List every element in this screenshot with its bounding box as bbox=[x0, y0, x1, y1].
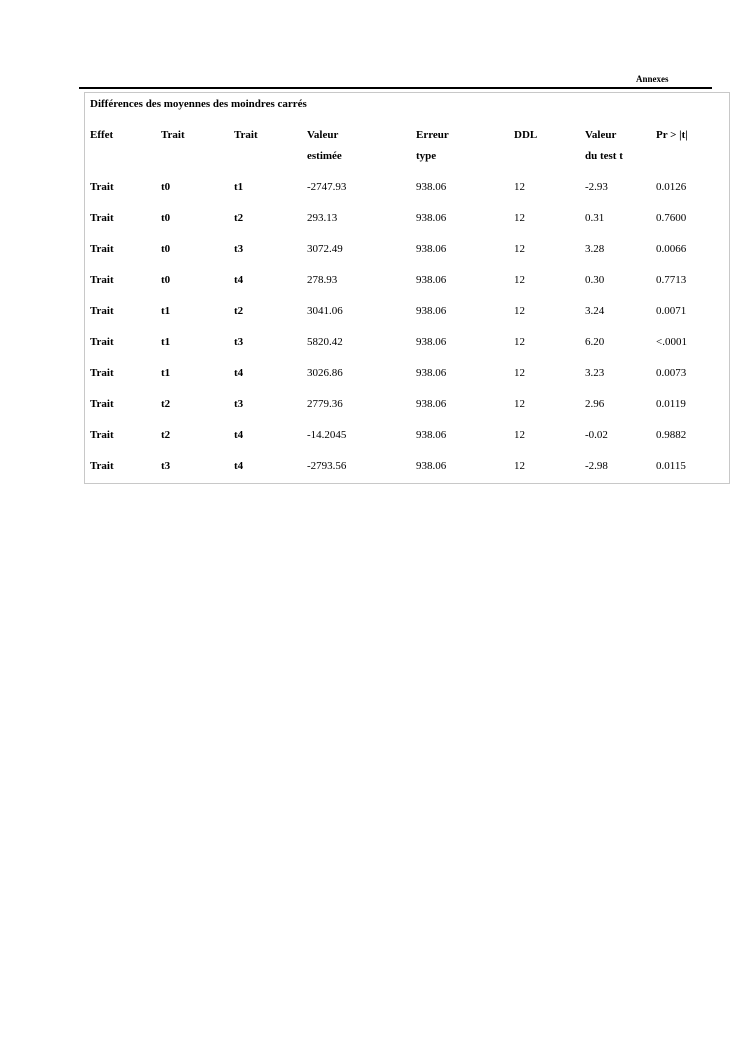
cell-trait-b: t3 bbox=[234, 398, 244, 410]
cell-effet: Trait bbox=[90, 305, 114, 317]
col-header-valeur-estimee: Valeur bbox=[307, 129, 339, 141]
cell-valeur-test: -0.02 bbox=[585, 429, 608, 441]
cell-trait-a: t0 bbox=[161, 181, 171, 193]
cell-valeur-test: 6.20 bbox=[585, 336, 605, 348]
cell-ddl: 12 bbox=[514, 181, 525, 193]
cell-valeur-test: -2.98 bbox=[585, 460, 608, 472]
table-title: Différences des moyennes des moindres carrés bbox=[90, 98, 307, 110]
cell-valeur-test: -2.93 bbox=[585, 181, 608, 193]
cell-ddl: 12 bbox=[514, 429, 525, 441]
cell-valeur-estimee: 5820.42 bbox=[307, 336, 343, 348]
cell-ddl: 12 bbox=[514, 274, 525, 286]
col-header-trait-1: Trait bbox=[161, 129, 185, 141]
cell-ddl: 12 bbox=[514, 460, 525, 472]
cell-valeur-estimee: 3072.49 bbox=[307, 243, 343, 255]
cell-pr-t: 0.0115 bbox=[656, 460, 686, 472]
cell-trait-b: t4 bbox=[234, 274, 244, 286]
cell-ddl: 12 bbox=[514, 305, 525, 317]
header-rule bbox=[79, 87, 712, 89]
cell-erreur-type: 938.06 bbox=[416, 429, 447, 441]
cell-effet: Trait bbox=[90, 243, 114, 255]
cell-ddl: 12 bbox=[514, 336, 525, 348]
cell-effet: Trait bbox=[90, 460, 114, 472]
cell-pr-t: 0.7713 bbox=[656, 274, 687, 286]
cell-valeur-test: 0.31 bbox=[585, 212, 605, 224]
cell-ddl: 12 bbox=[514, 212, 525, 224]
cell-trait-b: t4 bbox=[234, 367, 244, 379]
cell-effet: Trait bbox=[90, 367, 114, 379]
cell-ddl: 12 bbox=[514, 398, 525, 410]
cell-erreur-type: 938.06 bbox=[416, 398, 447, 410]
cell-pr-t: 0.0126 bbox=[656, 181, 687, 193]
cell-erreur-type: 938.06 bbox=[416, 274, 447, 286]
col-header-valeur-test-line2: du test t bbox=[585, 150, 623, 162]
cell-valeur-test: 3.24 bbox=[585, 305, 605, 317]
col-header-erreur-type-line2: type bbox=[416, 150, 437, 162]
cell-trait-a: t3 bbox=[161, 460, 171, 472]
cell-ddl: 12 bbox=[514, 367, 525, 379]
cell-valeur-estimee: 3026.86 bbox=[307, 367, 343, 379]
cell-ddl: 12 bbox=[514, 243, 525, 255]
cell-erreur-type: 938.06 bbox=[416, 181, 447, 193]
cell-trait-b: t4 bbox=[234, 429, 244, 441]
cell-valeur-test: 3.23 bbox=[585, 367, 605, 379]
cell-trait-a: t1 bbox=[161, 305, 171, 317]
cell-effet: Trait bbox=[90, 274, 114, 286]
col-header-effet: Effet bbox=[90, 129, 114, 141]
cell-trait-b: t3 bbox=[234, 336, 244, 348]
col-header-trait-2: Trait bbox=[234, 129, 258, 141]
cell-erreur-type: 938.06 bbox=[416, 305, 447, 317]
cell-effet: Trait bbox=[90, 398, 114, 410]
col-header-valeur-test: Valeur bbox=[585, 129, 617, 141]
cell-pr-t: 0.0073 bbox=[656, 367, 687, 379]
cell-trait-a: t0 bbox=[161, 243, 171, 255]
cell-erreur-type: 938.06 bbox=[416, 243, 447, 255]
cell-pr-t: 0.9882 bbox=[656, 429, 687, 441]
cell-trait-a: t1 bbox=[161, 367, 171, 379]
cell-erreur-type: 938.06 bbox=[416, 460, 447, 472]
cell-trait-a: t1 bbox=[161, 336, 171, 348]
cell-pr-t: 0.0071 bbox=[656, 305, 687, 317]
cell-erreur-type: 938.06 bbox=[416, 212, 447, 224]
cell-valeur-estimee: -2793.56 bbox=[307, 460, 347, 472]
col-header-pr-t: Pr > |t| bbox=[656, 129, 688, 141]
cell-effet: Trait bbox=[90, 181, 114, 193]
cell-pr-t: 0.0066 bbox=[656, 243, 687, 255]
cell-trait-a: t2 bbox=[161, 398, 171, 410]
cell-pr-t: 0.0119 bbox=[656, 398, 686, 410]
cell-trait-b: t2 bbox=[234, 212, 244, 224]
col-header-ddl: DDL bbox=[514, 129, 538, 141]
col-header-erreur-type: Erreur bbox=[416, 129, 449, 141]
cell-valeur-estimee: -2747.93 bbox=[307, 181, 347, 193]
cell-valeur-test: 3.28 bbox=[585, 243, 605, 255]
cell-valeur-estimee: 278.93 bbox=[307, 274, 338, 286]
cell-erreur-type: 938.06 bbox=[416, 336, 447, 348]
cell-trait-b: t1 bbox=[234, 181, 244, 193]
cell-pr-t: 0.7600 bbox=[656, 212, 687, 224]
cell-valeur-estimee: -14.2045 bbox=[307, 429, 347, 441]
cell-effet: Trait bbox=[90, 429, 114, 441]
cell-valeur-estimee: 293.13 bbox=[307, 212, 338, 224]
col-header-valeur-estimee-line2: estimée bbox=[307, 150, 342, 162]
cell-erreur-type: 938.06 bbox=[416, 367, 447, 379]
cell-valeur-test: 0.30 bbox=[585, 274, 605, 286]
results-table bbox=[84, 92, 730, 484]
cell-trait-a: t2 bbox=[161, 429, 171, 441]
cell-valeur-estimee: 3041.06 bbox=[307, 305, 343, 317]
cell-trait-a: t0 bbox=[161, 274, 171, 286]
cell-trait-b: t3 bbox=[234, 243, 244, 255]
running-header: Annexes bbox=[636, 74, 669, 84]
cell-valeur-test: 2.96 bbox=[585, 398, 605, 410]
cell-effet: Trait bbox=[90, 336, 114, 348]
cell-pr-t: <.0001 bbox=[656, 336, 687, 348]
cell-effet: Trait bbox=[90, 212, 114, 224]
cell-trait-b: t2 bbox=[234, 305, 244, 317]
cell-valeur-estimee: 2779.36 bbox=[307, 398, 343, 410]
cell-trait-b: t4 bbox=[234, 460, 244, 472]
cell-trait-a: t0 bbox=[161, 212, 171, 224]
